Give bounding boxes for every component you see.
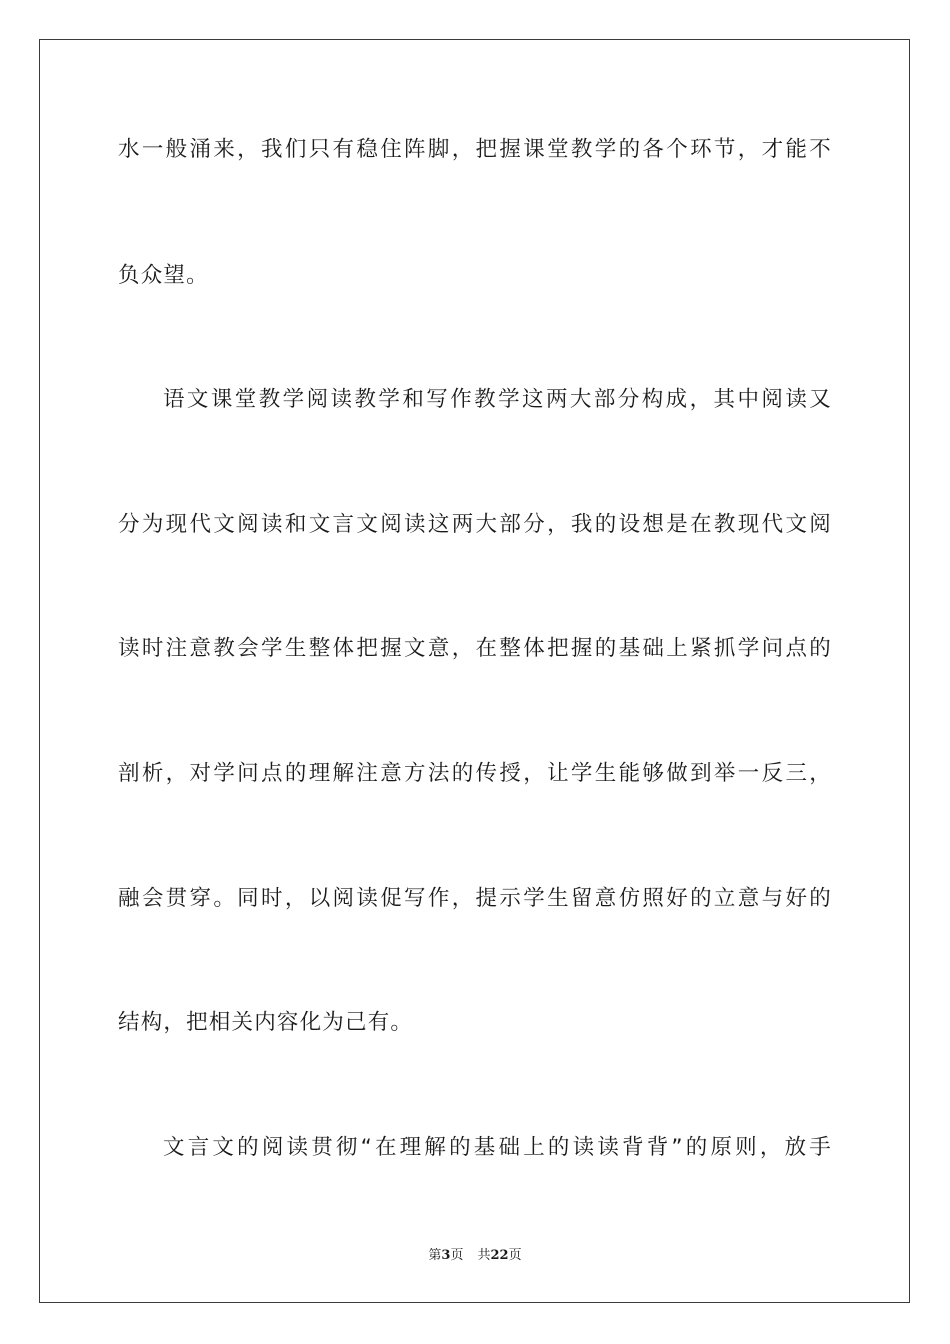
body-text-line-9: 文言文的阅读贯彻“在理解的基础上的读读背背”的原则，放手 xyxy=(163,1135,832,1160)
footer-total-suffix: 页 xyxy=(508,1248,522,1263)
body-text-line-4: 分为现代文阅读和文言文阅读这两大部分，我的设想是在教现代文阅 xyxy=(118,512,832,537)
page-footer xyxy=(0,1247,950,1265)
footer-total-pages: 22 xyxy=(490,1248,509,1263)
page-border xyxy=(39,39,910,1303)
body-text-line-8: 结构，把相关内容化为己有。 xyxy=(118,1010,414,1035)
body-text-line-3: 语文课堂教学阅读教学和写作教学这两大部分构成，其中阅读又 xyxy=(163,387,832,412)
body-text-line-5: 读时注意教会学生整体把握文意，在整体把握的基础上紧抓学问点的 xyxy=(118,636,832,661)
footer-page-prefix: 第 xyxy=(428,1248,442,1263)
footer-page-number: 3 xyxy=(441,1248,451,1263)
footer-total-prefix: 共 xyxy=(477,1248,491,1263)
footer-page-suffix: 页 xyxy=(450,1248,464,1263)
body-text-line-6: 剖析，对学问点的理解注意方法的传授，让学生能够做到举一反三， xyxy=(118,761,832,786)
body-text-line-7: 融会贯穿。同时，以阅读促写作，提示学生留意仿照好的立意与好的 xyxy=(118,886,832,911)
body-text-line-1: 水一般涌来，我们只有稳住阵脚，把握课堂教学的各个环节，才能不 xyxy=(118,137,832,162)
body-text-line-2: 负众望。 xyxy=(118,263,209,288)
